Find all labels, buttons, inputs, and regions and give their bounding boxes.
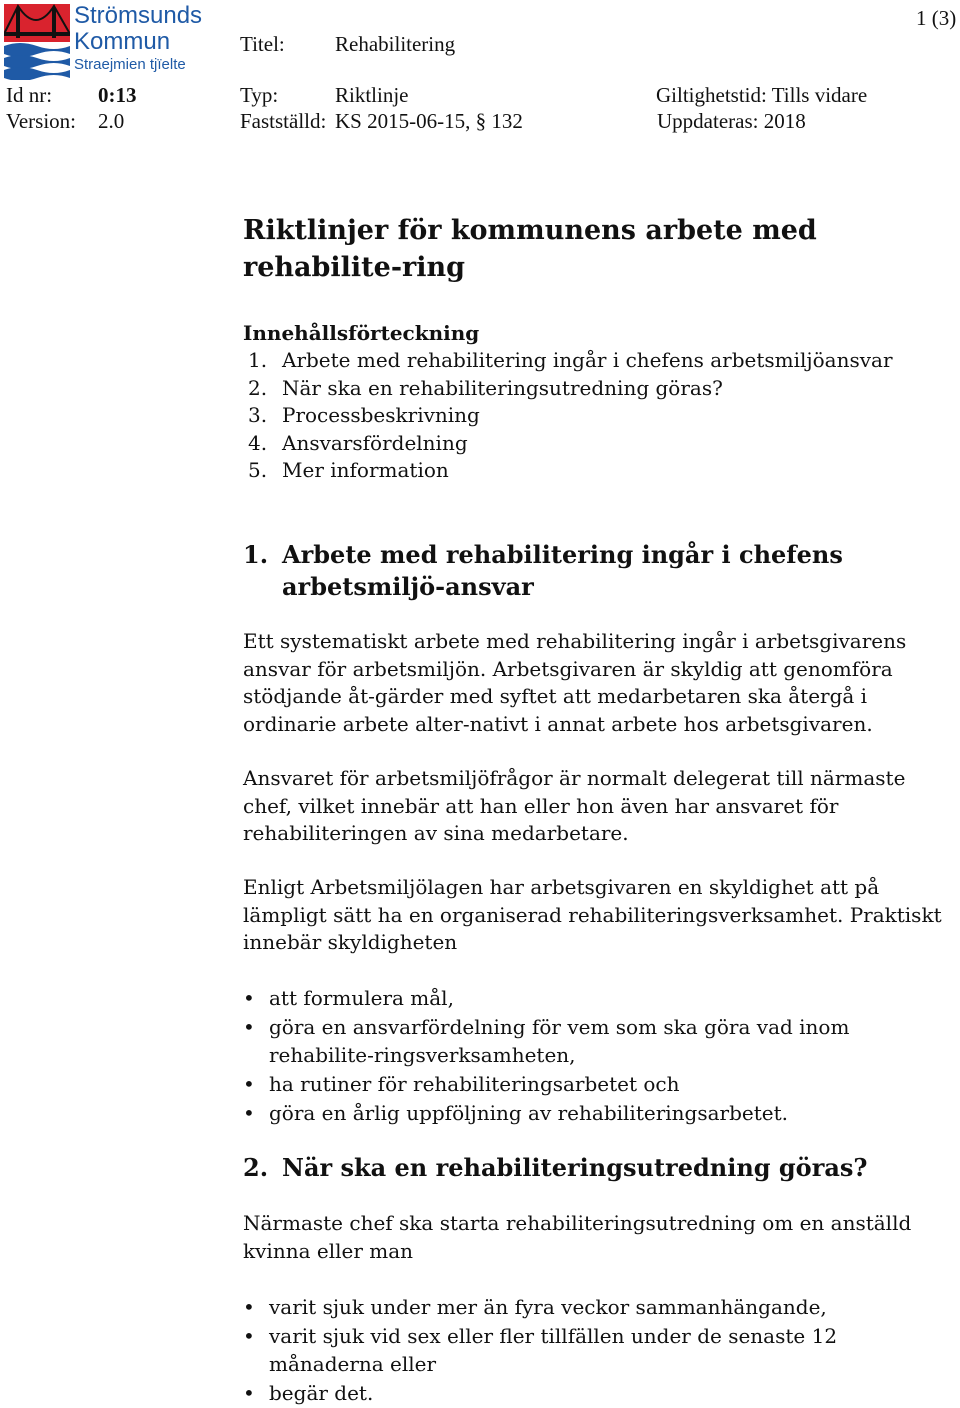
title-value: Rehabilitering bbox=[335, 32, 456, 56]
document-title: Riktlinjer för kommunens arbete med rehabilite-ring bbox=[243, 215, 817, 283]
list-item-text: varit sjuk under mer än fyra veckor sammanhängande, bbox=[269, 1295, 827, 1319]
version-label: Version: bbox=[6, 109, 76, 133]
bullet-icon: • bbox=[243, 1015, 255, 1039]
title-label: Titel: bbox=[240, 32, 285, 56]
list-item-text: begär det. bbox=[269, 1381, 374, 1405]
toc-item-text: När ska en rehabiliteringsutredning göras? bbox=[282, 375, 723, 400]
bullet-icon: • bbox=[243, 1324, 255, 1348]
section-2-heading: När ska en rehabiliteringsutredning göras? bbox=[282, 1153, 868, 1182]
toc-item-number: 5. bbox=[248, 458, 268, 482]
version-value: 2.0 bbox=[98, 109, 125, 133]
section-1-number: 1. bbox=[243, 540, 269, 569]
toc-item-text: Mer information bbox=[282, 458, 449, 482]
list-item bbox=[243, 1013, 945, 1069]
toc-item-text: Ansvarsfördelning bbox=[282, 430, 468, 455]
section-1-paragraph-3 bbox=[243, 874, 945, 957]
type-label: Typ: bbox=[240, 83, 279, 107]
toc-item[interactable] bbox=[243, 402, 893, 430]
list-item-text: att formulera mål, bbox=[269, 986, 454, 1010]
logo-name-line3: Straejmien tjïelte bbox=[74, 56, 186, 73]
toc-item[interactable] bbox=[243, 430, 893, 458]
bullet-icon: • bbox=[243, 1295, 255, 1319]
bullet-icon: • bbox=[243, 1072, 255, 1096]
id-value: 0:13 bbox=[98, 83, 137, 107]
logo-name-line2: Kommun bbox=[74, 28, 171, 55]
list-item bbox=[243, 1322, 945, 1378]
established-value: KS 2015-06-15, § 132 bbox=[335, 109, 523, 133]
list-item bbox=[243, 1293, 945, 1321]
bullet-icon: • bbox=[243, 1101, 255, 1125]
logo-name-line1: Strömsunds bbox=[74, 2, 203, 29]
list-item-text: göra en årlig uppföljning av rehabiliteringsarbetet. bbox=[269, 1101, 788, 1125]
bullet-icon: • bbox=[243, 1381, 255, 1405]
toc-item[interactable] bbox=[243, 375, 893, 403]
page-number: 1 (3) bbox=[916, 6, 957, 30]
list-item bbox=[243, 1379, 945, 1407]
section-2-number: 2. bbox=[243, 1153, 269, 1182]
validity: Giltighetstid: Tills vidare bbox=[656, 83, 868, 107]
paragraph-text: Enligt Arbetsmiljölagen har arbetsgivaren en skyldighet att på lämpligt sätt ha en organiserad rehabiliteringsverksamhet. Praktiskt innebär skyldigheten bbox=[243, 875, 942, 954]
toc-item-number: 3. bbox=[248, 403, 268, 427]
id-label: Id nr: bbox=[6, 83, 53, 107]
list-item bbox=[243, 1070, 945, 1098]
type-value: Riktlinje bbox=[335, 83, 409, 107]
toc-item-text: Processbeskrivning bbox=[282, 403, 480, 427]
table-of-contents bbox=[243, 347, 893, 485]
section-1-paragraph-2 bbox=[243, 765, 945, 848]
list-item-text: göra en ansvarfördelning för vem som ska göra vad inom rehabilite-ringsverksamheten, bbox=[269, 1015, 850, 1067]
list-item bbox=[243, 984, 945, 1012]
bridge-emblem-icon bbox=[4, 4, 70, 80]
list-item-text: ha rutiner för rehabiliteringsarbetet och bbox=[269, 1072, 680, 1096]
section-1-heading: Arbete med rehabilitering ingår i chefens arbetsmiljö-ansvar bbox=[282, 540, 843, 601]
bullet-icon: • bbox=[243, 986, 255, 1010]
paragraph-text: Ett systematiskt arbete med rehabilitering ingår i arbetsgivarens ansvar för arbetsmiljön. Arbetsgivaren är skyldig att genomföra stödjande åt-gärder med syftet att medarbetaren ska återgå i ordinarie arbete alter-nativt i annat arbete hos arbetsgivaren. bbox=[243, 629, 907, 736]
section-2-paragraph bbox=[243, 1210, 945, 1265]
section-2-bullet-list bbox=[243, 1293, 945, 1408]
list-item-text: varit sjuk vid sex eller fler tillfällen under de senaste 12 månaderna eller bbox=[269, 1324, 838, 1376]
toc-item[interactable] bbox=[243, 347, 893, 375]
section-1-bullet-list bbox=[243, 984, 945, 1128]
paragraph-text: Ansvaret för arbetsmiljöfrågor är normalt delegerat till närmaste chef, vilket innebär att han eller hon även har ansvaret för rehabiliteringen av sina medarbetare. bbox=[243, 766, 906, 845]
established-label: Fastställd: bbox=[240, 109, 327, 133]
paragraph-text: Närmaste chef ska starta rehabiliteringsutredning om en anställd kvinna eller man bbox=[243, 1211, 912, 1263]
section-1-paragraph-1 bbox=[243, 628, 945, 738]
toc-title: Innehållsförteckning bbox=[243, 321, 480, 345]
list-item bbox=[243, 1099, 945, 1127]
updated: Uppdateras: 2018 bbox=[657, 109, 806, 133]
toc-item-number: 1. bbox=[248, 348, 268, 372]
toc-item-text: Arbete med rehabilitering ingår i chefens arbetsmiljöansvar bbox=[282, 348, 893, 372]
toc-item[interactable] bbox=[243, 457, 893, 485]
municipality-logo bbox=[4, 2, 203, 80]
toc-item-number: 4. bbox=[248, 430, 268, 455]
toc-item-number: 2. bbox=[248, 375, 268, 400]
